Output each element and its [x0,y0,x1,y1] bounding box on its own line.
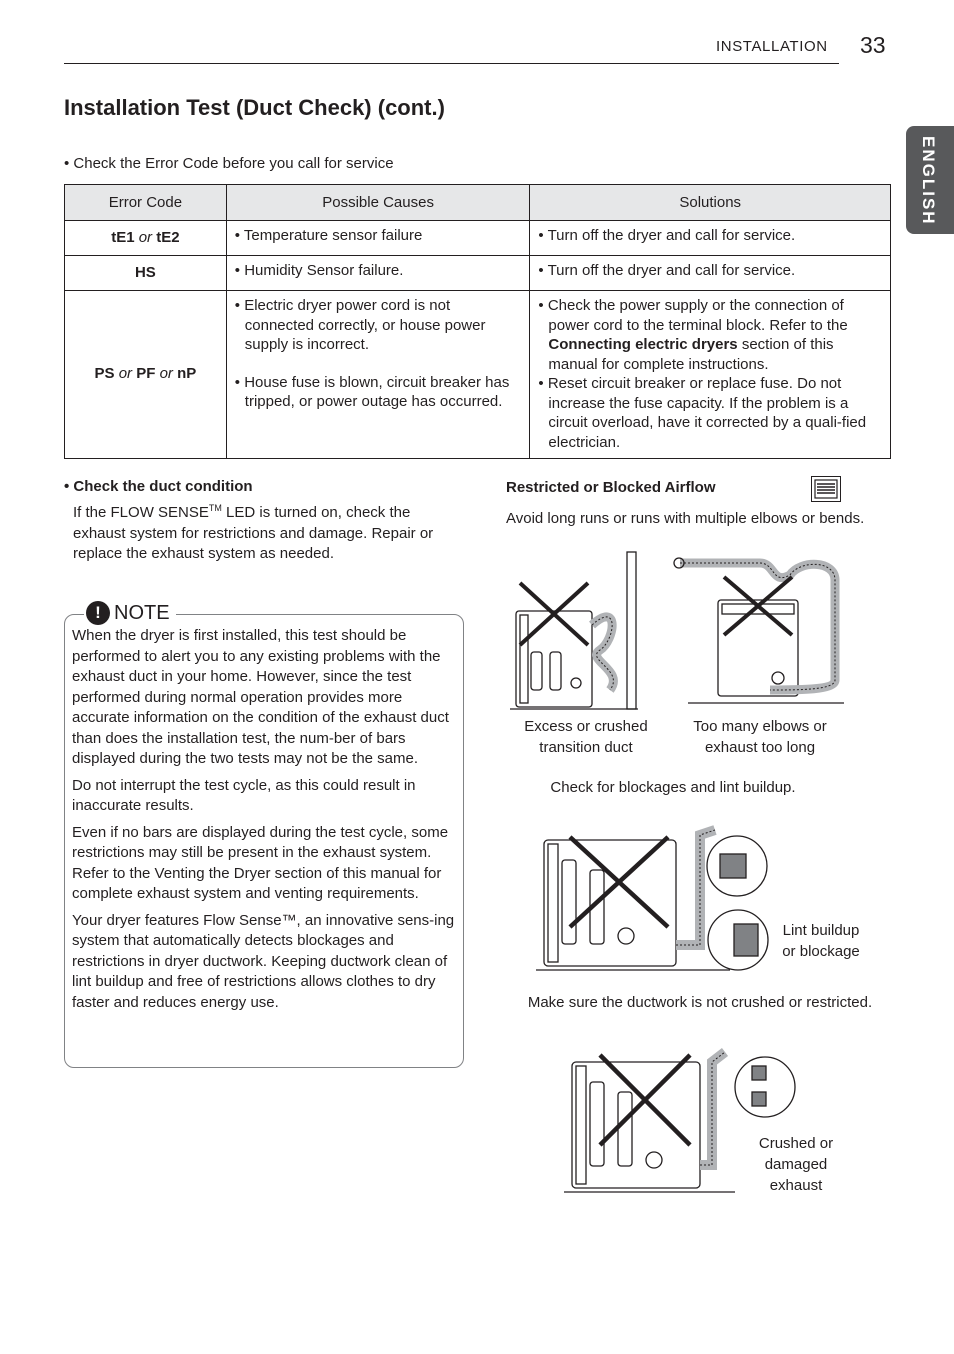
caption-line: damaged [764,1156,828,1173]
note-title: NOTE [114,601,170,624]
page-number: 33 [860,32,886,58]
header-section-label: INSTALLATION [716,38,828,55]
note-paragraph: When the dryer is first installed, this test should be performed to alert you to any existing problems with the exhaust duct in your home. However, since the test performed during normal operation provides more accurate information on the condition of the exhaust duct than does the installation test, the num-ber of bars displayed during the two tests may not be the same. [72,627,449,767]
solution-cell: • Turn off the dryer and call for service. [530,256,891,291]
language-tab-label: ENGLISH [919,136,938,226]
caption-line: or blockage [782,943,860,960]
caption-excess-duct [510,716,662,758]
caption-crushed-exhaust [750,1133,842,1196]
cause-power-cord: • Electric dryer power cord is not connected correctly, or house power supply is incorrect. [234,297,486,353]
or-word: or [118,365,133,383]
lint-buildup-illustration [536,830,768,970]
cause-cell: • Humidity Sensor failure. [226,256,530,291]
caption-line: Crushed or [758,1135,834,1152]
intro-text: • Check the Error Code before you call for service [64,155,394,172]
solution-cell: • Turn off the dryer and call for service. [530,221,891,256]
caption-line: Excess or crushed [524,718,648,735]
solution-text: section of this manual for complete instructions. [548,336,834,373]
cause-cell: • Temperature sensor failure [226,221,530,256]
connecting-dryers-ref: Connecting electric dryers [548,336,738,353]
code-np: nP [177,365,197,383]
caption-line: transition duct [539,739,633,756]
code-te1: tE1 [111,228,135,246]
or-word: or [138,228,153,246]
body-text: If the FLOW SENSE [73,504,209,521]
caption-line: Too many elbows or [693,718,827,735]
check-blockages-text: Check for blockages and lint buildup. [550,779,796,796]
solution-text: • Check the power supply or the connection of power cord to the terminal block. Refer to the [538,297,848,334]
note-paragraph: Even if no bars are displayed during the test cycle, some restrictions may still be present in the exhaust system. Refer to the Venting the Dryer section of this manual for complete exhaust system and venting requirements. [72,823,449,902]
caption-line: exhaust too long [704,739,816,756]
code-te2: tE2 [156,228,180,246]
code-ps: PS [94,365,115,383]
header-possible-causes: Possible Causes [226,185,530,221]
page-title: Installation Test (Duct Check) (cont.) [64,95,445,120]
code-pf: PF [136,365,156,383]
excess-duct-illustration [510,552,638,709]
note-paragraph: Do not interrupt the test cycle, as this could result in inaccurate results. [72,776,416,814]
exclamation-icon: ! [86,601,110,625]
solution-breaker: • Reset circuit breaker or replace fuse. Do not increase the fuse capacity. If the problem is a circuit overload, have it corrected by a quali-fied electrician. [538,375,867,451]
note-paragraph: Your dryer features Flow Sense™, an innovative sens-ing system that automatically detects blockages and restrictions in dryer ductwork. Keeping ductwork clean of lint buildup and free of restrictions allows clothes to dry faster and reduces energy use. [72,911,455,1011]
caption-line: exhaust [769,1177,823,1194]
airflow-body: Avoid long runs or runs with multiple elbows or bends. [506,510,865,527]
header-error-code: Error Code [65,185,227,221]
caption-elbows [678,716,842,758]
airflow-heading: Restricted or Blocked Airflow [506,479,716,496]
error-code-cell: HS [65,256,227,291]
make-sure-text: Make sure the ductwork is not crushed or restricted. [527,994,873,1011]
body-text: LED is turned on, check the exhaust system for restrictions and damage. Repair or replace the exhaust system as needed. [73,504,434,562]
caption-lint-buildup [772,920,870,962]
or-word: or [159,365,173,383]
cause-fuse: • House fuse is blown, circuit breaker has tripped, or power outage has occurred. [234,373,510,410]
elbows-illustration [674,558,844,703]
header-solutions: Solutions [530,185,891,221]
caption-line: Lint buildup [782,922,860,939]
trademark-sup: TM [208,503,222,513]
duct-check-heading: • Check the duct condition [64,478,253,495]
